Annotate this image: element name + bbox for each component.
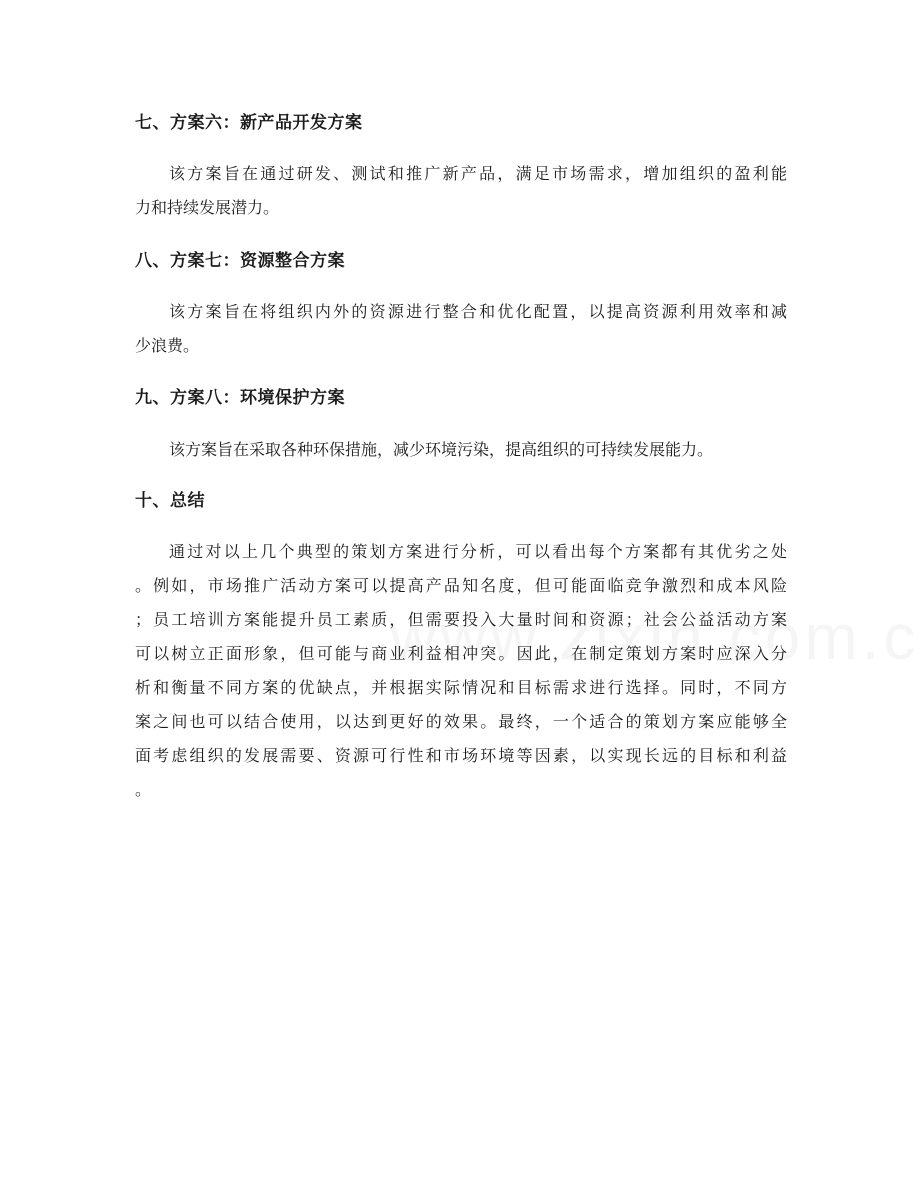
- paragraph-line: 该方案旨在采取各种环保措施，减少环境污染，提高组织的可持续发展能力。: [169, 440, 714, 459]
- section-paragraph-7: [135, 157, 787, 225]
- section-heading-10: 十、总结: [135, 491, 205, 511]
- section-heading-8: 八、方案七：资源整合方案: [135, 251, 345, 271]
- paragraph-line: 析和衡量不同方案的优缺点，并根据实际情况和目标需求进行选择。同时，不同方: [135, 678, 787, 697]
- section-paragraph-9: [135, 433, 787, 467]
- section-paragraph-10: [135, 535, 787, 807]
- paragraph-line: 。: [135, 780, 152, 799]
- paragraph-line: 力和持续发展潜力。: [135, 198, 280, 217]
- paragraph-line: 该方案旨在将组织内外的资源进行整合和优化配置，以提高资源利用效率和减: [169, 302, 787, 321]
- paragraph-line: ；员工培训方案能提升员工素质，但需要投入大量时间和资源；社会公益活动方案: [135, 610, 787, 629]
- paragraph-line: 该方案旨在通过研发、测试和推广新产品，满足市场需求，增加组织的盈利能: [169, 164, 787, 183]
- paragraph-line: 可以树立正面形象，但可能与商业利益相冲突。因此，在制定策划方案时应深入分: [135, 644, 787, 663]
- paragraph-line: 面考虑组织的发展需要、资源可行性和市场环境等因素，以实现长远的目标和利益: [135, 746, 787, 765]
- paragraph-line: 少浪费。: [135, 336, 200, 355]
- section-heading-7: 七、方案六：新产品开发方案: [135, 113, 363, 133]
- section-paragraph-8: [135, 295, 787, 363]
- paragraph-line: 通过对以上几个典型的策划方案进行分析，可以看出每个方案都有其优劣之处: [169, 542, 787, 561]
- section-heading-9: 九、方案八：环境保护方案: [135, 388, 345, 408]
- paragraph-line: 案之间也可以结合使用，以达到更好的效果。最终，一个适合的策划方案应能够全: [135, 712, 787, 731]
- paragraph-line: 。例如，市场推广活动方案可以提高产品知名度，但可能面临竞争激烈和成本风险: [135, 576, 787, 595]
